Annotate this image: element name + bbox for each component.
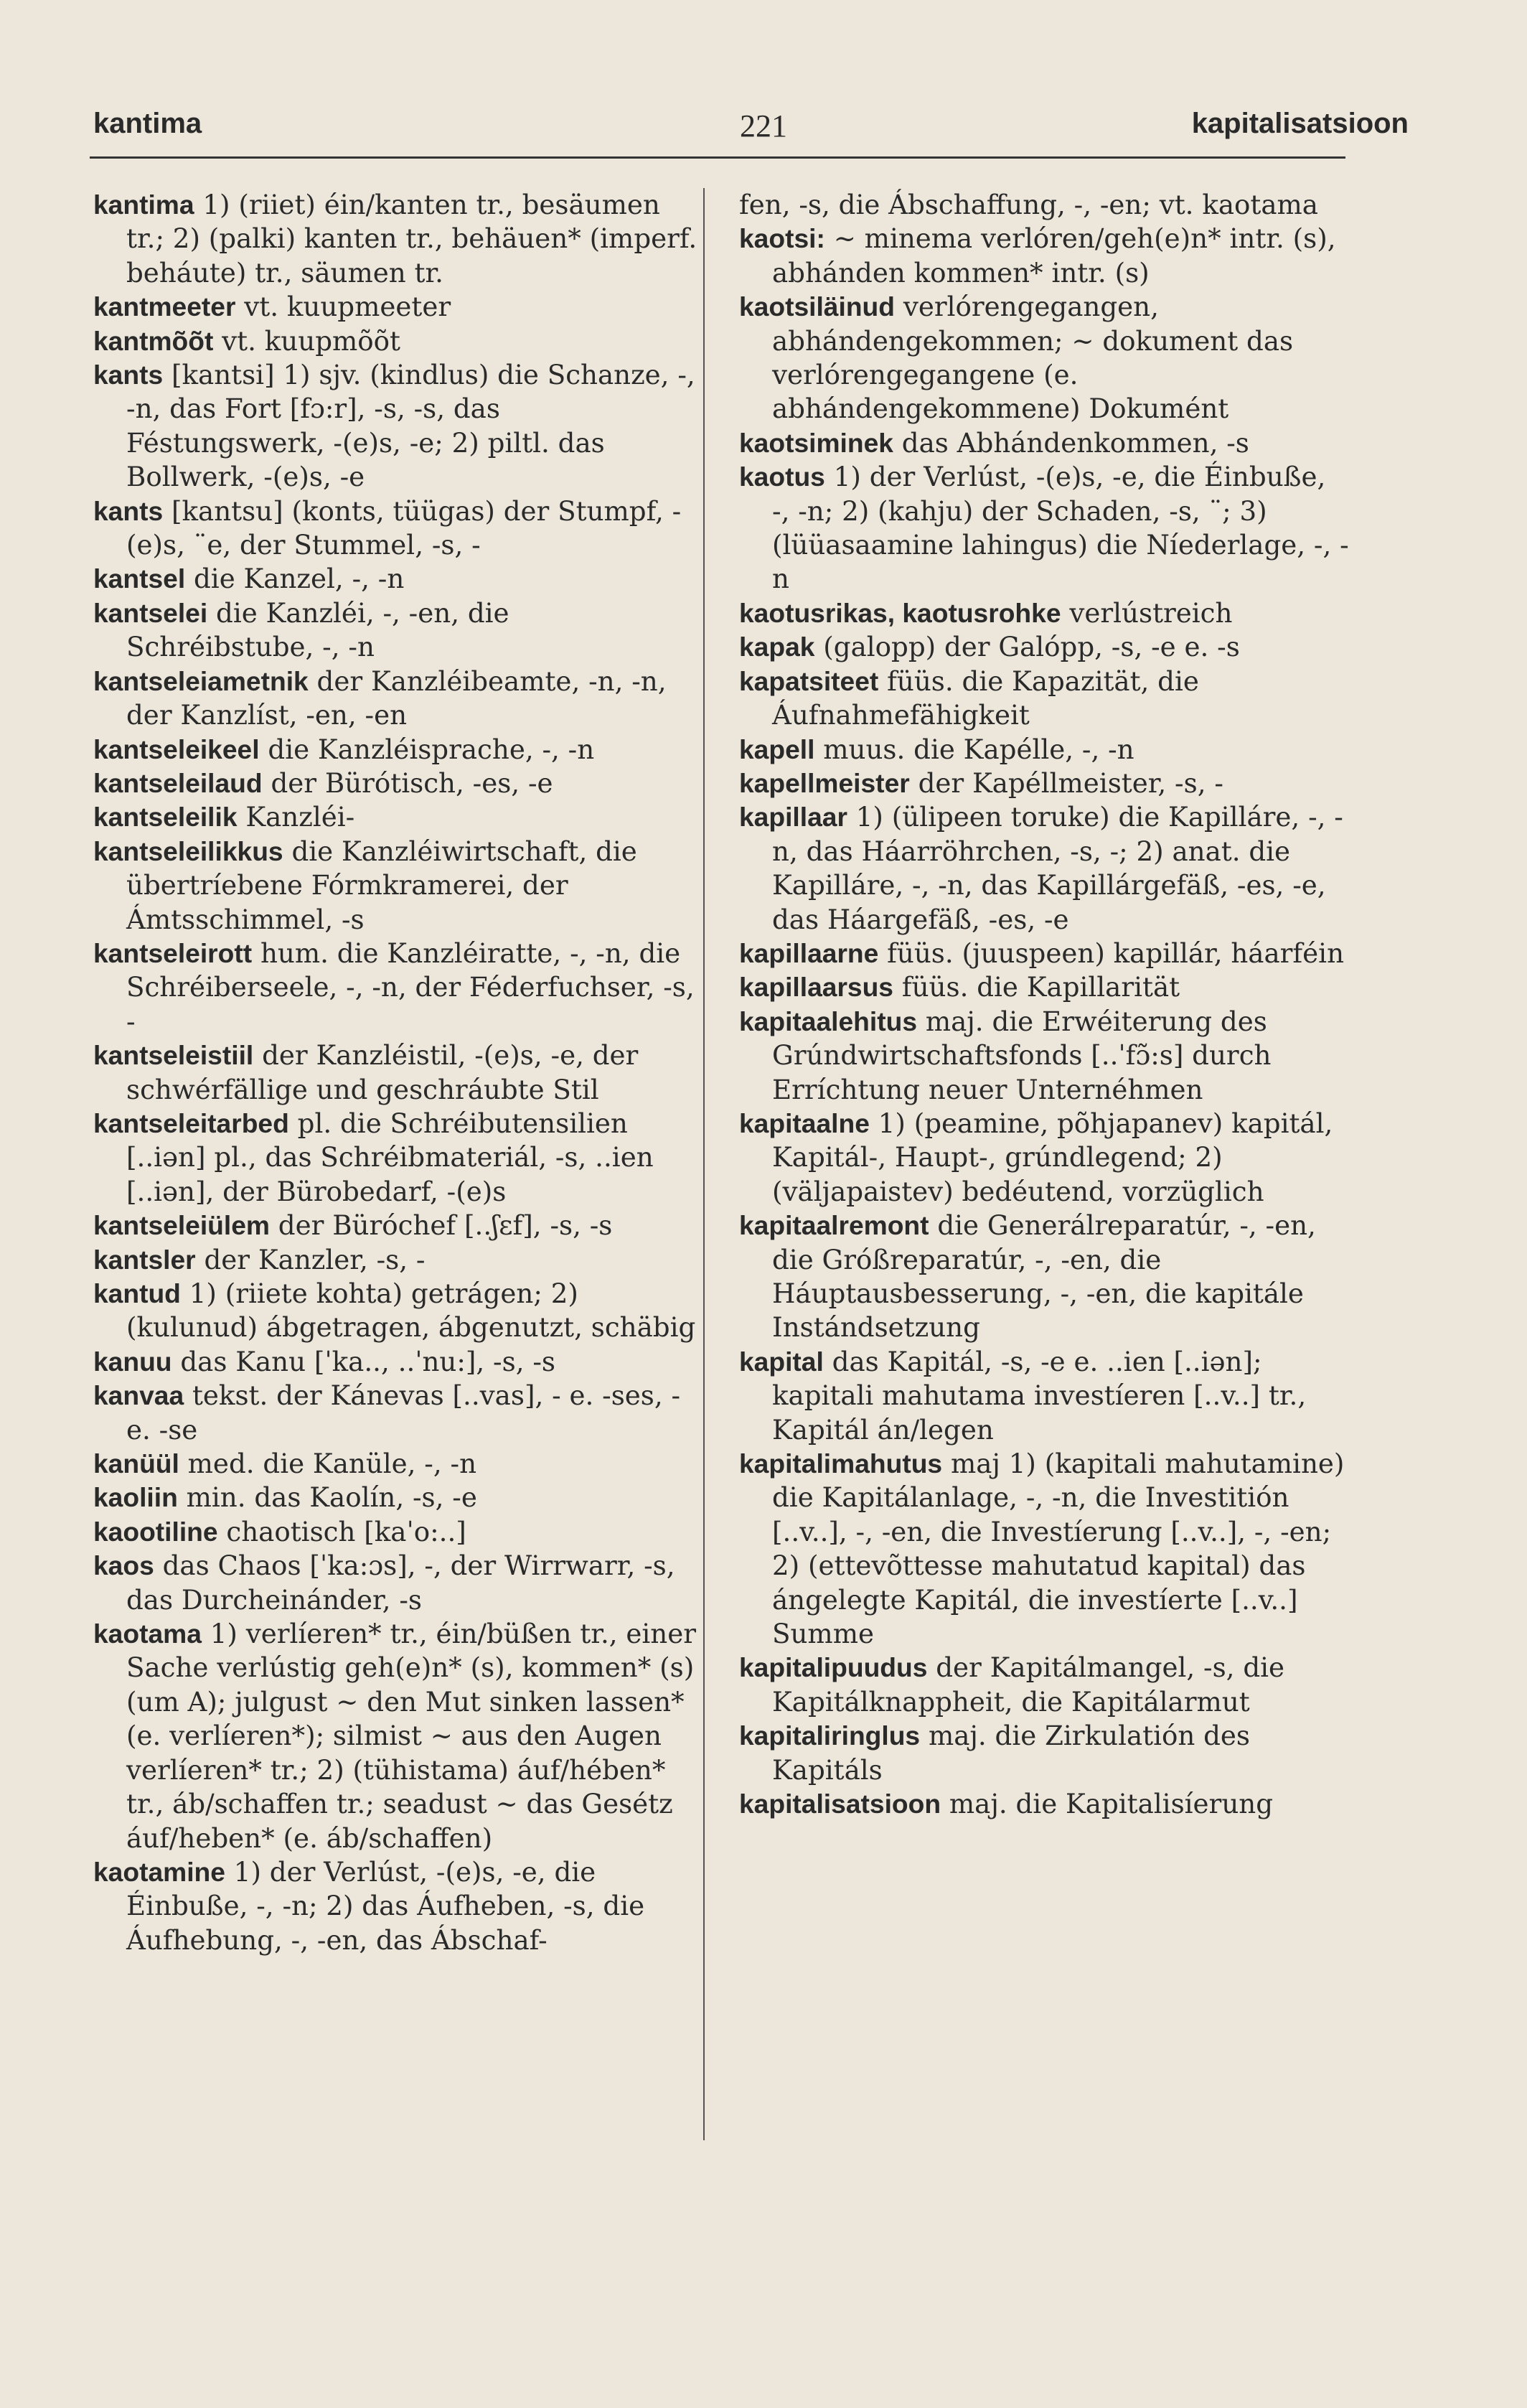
entry-definition: füüs. die Kapazität, die Áufnahmefähigkeit	[772, 665, 1199, 731]
dictionary-entry	[93, 800, 703, 834]
entry-definition: der Büróchef [..ʃɛf], -s, -s	[278, 1209, 613, 1242]
entry-headword: kantseleilaud	[93, 767, 263, 798]
running-head-left: kantima	[93, 108, 202, 139]
entry-definition: der Kapéllmeister, -s, -	[918, 767, 1223, 799]
entry-headword: kapell	[739, 734, 815, 764]
entry-headword: kanüül	[93, 1448, 179, 1479]
entry-definition: 1) (ülipeen toruke) die Kapilláre, -, -n, das Háarröhrchen, -s, -; 2) anat. die Kapilláre, -, -n, das Kapillárgefäß, -es, -e, das Háargefäß, -es, -e	[772, 801, 1343, 935]
entry-definition: füüs. die Kapillarität	[901, 971, 1180, 1003]
entry-definition: 1) (riiete kohta) getrágen; 2) (kulunud) ábgetragen, ábgenutzt, schäbig	[126, 1278, 696, 1344]
dictionary-entry	[739, 1447, 1349, 1651]
entry-headword: kaotama	[93, 1618, 202, 1649]
dictionary-entry	[93, 1481, 703, 1514]
entry-headword: kapitalisatsioon	[739, 1789, 941, 1819]
entry-headword: kantselei	[93, 597, 208, 628]
entry-definition: 1) (peamine, põhjapanev) kapitál, Kapitál-, Haupt-, grúndlegend; 2) (väljapaistev) bedéutend, vorzüglich	[772, 1107, 1333, 1207]
dictionary-entry	[93, 596, 703, 665]
entry-definition: das Chaos [ˈka:ɔs], -, der Wirrwarr, -s, das Durcheinánder, -s	[126, 1550, 675, 1616]
entry-headword: kaotsiläinud	[739, 291, 895, 322]
dictionary-entry	[739, 222, 1349, 290]
entry-definition: maj. die Erwéiterung des Grúndwirtschaftsfonds [..ˈfɔ̃:s] durch Erríchtung neuer Unternéhmen	[772, 1005, 1272, 1105]
entry-headword: kapitaalehitus	[739, 1006, 918, 1036]
dictionary-entry	[93, 1549, 703, 1617]
entry-headword: kanuu	[93, 1346, 172, 1377]
entry-definition: fen, -s, die Ábschaffung, -, -en; vt. kaotama	[739, 189, 1318, 220]
entry-headword: kantud	[93, 1278, 181, 1308]
entry-headword: kapillaar	[739, 802, 847, 833]
entry-definition: vt. kuupmõõt	[222, 324, 400, 357]
dictionary-entry	[739, 1345, 1349, 1447]
entry-definition: ~ minema verlóren/geh(e)n* intr. (s), abhánden kommen* intr. (s)	[772, 222, 1336, 289]
entry-headword: kapillaarne	[739, 937, 879, 968]
dictionary-entry	[739, 290, 1349, 426]
dictionary-entry	[93, 1515, 703, 1549]
entry-definition: das Kanu [ˈka.., ..ˈnu:], -s, -s	[180, 1345, 556, 1377]
entry-headword: kaoliin	[93, 1482, 178, 1513]
dictionary-entry	[93, 1379, 703, 1447]
dictionary-entry	[93, 767, 703, 800]
entry-headword: kantsel	[93, 563, 186, 594]
entry-headword: kapitalipuudus	[739, 1652, 928, 1683]
dictionary-entry	[739, 1005, 1349, 1107]
entry-definition: hum. die Kanzléiratte, -, -n, die Schréiberseele, -, -n, der Féderfuchser, -s, -	[126, 937, 695, 1037]
entry-definition: 1) der Verlúst, -(e)s, -e, die Éinbuße, -, -n; 2) das Áufheben, -s, die Áufhebung, -, -en, das Ábschaf-	[126, 1855, 645, 1956]
entry-headword: kaos	[93, 1550, 154, 1581]
entry-headword: kantseleistiil	[93, 1040, 254, 1071]
entry-headword: kaotamine	[93, 1856, 225, 1887]
entry-headword: kants	[93, 495, 164, 526]
dictionary-entry	[93, 835, 703, 937]
entry-headword: kantseleirott	[93, 937, 253, 968]
column-divider	[703, 188, 705, 2140]
entry-definition: füüs. (juuspeen) kapillár, háarféin	[887, 937, 1345, 969]
dictionary-entry	[93, 665, 703, 733]
header-rule	[90, 156, 1345, 159]
entry-headword: kantseleilik	[93, 802, 238, 833]
entry-headword: kaotusrikas, kaotusrohke	[739, 597, 1061, 628]
dictionary-entry	[93, 1039, 703, 1107]
entry-definition: maj. die Kapitalisíerung	[949, 1788, 1274, 1820]
entry-definition: verlórengegangen, abhándengekommen; ~ dokument das verlórengegangene (e. abhándengekommene) Dokumént	[772, 291, 1294, 425]
entry-definition: 1) der Verlúst, -(e)s, -e, die Éinbuße, -, -n; 2) (kahju) der Schaden, -s, ¨; 3) (lüüasaamine lahingus) die Níederlage, -, -n	[772, 461, 1349, 595]
entry-definition: die Kanzléisprache, -, -n	[268, 733, 595, 765]
entry-definition: der Kanzler, -s, -	[204, 1243, 426, 1275]
dictionary-entry	[739, 596, 1349, 630]
entry-headword: kaootiline	[93, 1516, 218, 1547]
entry-definition: das Abhándenkommen, -s	[901, 426, 1249, 459]
dictionary-entry	[93, 188, 703, 290]
entry-headword: kantseleiametnik	[93, 665, 309, 696]
dictionary-entry	[93, 937, 703, 1039]
dictionary-entry	[739, 1107, 1349, 1209]
entry-headword: kapillaarsus	[739, 972, 893, 1003]
entry-definition: der Kapitálmangel, -s, die Kapitálknappheit, die Kapitálarmut	[772, 1652, 1285, 1718]
entry-headword: kapitaliringlus	[739, 1720, 921, 1751]
entry-headword: kantseleilikkus	[93, 835, 283, 866]
dictionary-entry	[93, 1107, 703, 1209]
entry-headword: kaotus	[739, 462, 825, 492]
running-head-right: kapitalisatsioon	[1191, 108, 1409, 139]
dictionary-entry	[739, 733, 1349, 767]
entry-definition: maj 1) (kapitali mahutamine) die Kapitálanlage, -, -n, die Investitión [..v..], -, -en, die Investíerung [..v..], -, -en; 2) (ettevõttesse mahutatud kapital) das ángelegte Kapitál, die investíerte [..v..] Summe	[772, 1448, 1345, 1650]
dictionary-entry	[93, 1855, 703, 1957]
entry-headword: kapak	[739, 632, 815, 662]
entry-definition: med. die Kanüle, -, -n	[187, 1448, 477, 1480]
entry-definition: Kanzléi-	[245, 801, 355, 833]
left-column	[93, 188, 703, 1957]
entry-headword: kapellmeister	[739, 767, 910, 798]
entry-definition: [kantsu] (konts, tüügas) der Stumpf, -(e)s, ¨e, der Stummel, -s, -	[126, 495, 682, 561]
entry-definition: pl. die Schréibutensilien [..iən] pl., das Schréibmateriál, -s, ..ien [..iən], der Bürobedarf, -(e)s	[126, 1107, 654, 1207]
dictionary-entry	[739, 800, 1349, 937]
entry-definition: vt. kuupmeeter	[244, 291, 451, 323]
dictionary-entry	[739, 767, 1349, 800]
dictionary-entry	[739, 188, 1349, 222]
entry-definition: tekst. der Kánevas [..vas], - e. -ses, - e. -se	[126, 1379, 681, 1446]
entry-headword: kaotsiminek	[739, 427, 893, 458]
entry-headword: kantseleiülem	[93, 1210, 270, 1241]
dictionary-entry	[93, 1345, 703, 1379]
dictionary-entry	[739, 1787, 1349, 1821]
entry-definition: die Generálreparatúr, -, -en, die Gróßreparatúr, -, -en, die Háuptausbesserung, -, -en, die kapitále Instándsetzung	[772, 1209, 1316, 1344]
dictionary-entry	[739, 937, 1349, 970]
entry-headword: kapitaalremont	[739, 1210, 929, 1241]
entry-definition: 1) (riiet) éin/kanten tr., besäumen tr.; 2) (palki) kanten tr., behäuen* (imperf. beháute) tr., säumen tr.	[126, 189, 697, 289]
dictionary-entry	[93, 1617, 703, 1855]
entry-definition: [kantsi] 1) sjv. (kindlus) die Schanze, -, -n, das Fort [fɔ:r], -s, -s, das Féstungswerk, -(e)s, -e; 2) piltl. das Bollwerk, -(e)s, -e	[126, 359, 695, 493]
entry-definition: chaotisch [kaˈo:..]	[226, 1515, 466, 1547]
entry-definition: der Kanzléibeamte, -n, -n, der Kanzlíst, -en, -en	[126, 665, 667, 731]
entry-headword: kants	[93, 360, 164, 390]
dictionary-entry	[739, 970, 1349, 1004]
entry-definition: verlústreich	[1069, 596, 1233, 629]
dictionary-entry	[93, 290, 703, 324]
entry-headword: kapitaalne	[739, 1107, 870, 1138]
entry-headword: kantseleikeel	[93, 734, 260, 764]
right-column	[739, 188, 1349, 1822]
entry-definition: die Kanzel, -, -n	[194, 563, 405, 595]
entry-definition: das Kapitál, -s, -e e. ..ien [..iən]; kapitali mahutama investíeren [..v..] tr., Kapitál án/legen	[772, 1345, 1307, 1446]
entry-headword: kantmõõt	[93, 325, 214, 356]
dictionary-entry	[93, 1447, 703, 1481]
dictionary-entry	[739, 426, 1349, 460]
dictionary-entry	[739, 1651, 1349, 1719]
dictionary-entry	[93, 1209, 703, 1242]
dictionary-entry	[739, 460, 1349, 596]
dictionary-entry	[93, 358, 703, 495]
dictionary-entry	[93, 562, 703, 596]
entry-headword: kapital	[739, 1346, 824, 1377]
entry-definition: muus. die Kapélle, -, -n	[823, 733, 1134, 765]
dictionary-entry	[739, 665, 1349, 733]
entry-definition: der Kanzléistil, -(e)s, -e, der schwérfällige und geschráubte Stil	[126, 1039, 639, 1105]
dictionary-entry	[93, 324, 703, 358]
dictionary-entry	[739, 1209, 1349, 1345]
dictionary-entry	[93, 495, 703, 563]
dictionary-entry	[93, 733, 703, 767]
entry-headword: kapatsiteet	[739, 665, 879, 696]
entry-definition: der Bürótisch, -es, -e	[271, 767, 553, 799]
entry-headword: kantseleitarbed	[93, 1107, 289, 1138]
entry-headword: kapitalimahutus	[739, 1448, 943, 1479]
entry-definition: maj. die Zirkulatión des Kapitáls	[772, 1720, 1251, 1786]
entry-headword: kantima	[93, 189, 194, 220]
page-number: 221	[740, 108, 787, 144]
entry-definition: 1) verlíeren* tr., éin/büßen tr., einer Sache verlústig geh(e)n* (s), kommen* (s) (um A); julgust ~ den Mut sinken lassen* (e. verlíeren*); silmist ~ aus den Augen verlíeren* tr.; 2) (tühistama) áuf/hében* tr., áb/schaffen tr.; seadust ~ das Gesétz áuf/heben* (e. áb/schaffen)	[126, 1618, 697, 1854]
entry-definition: die Kanzléiwirtschaft, die übertríebene Fórmkramerei, der Ámtsschimmel, -s	[126, 835, 637, 935]
entry-headword: kaotsi:	[739, 223, 825, 254]
dictionary-entry	[739, 630, 1349, 664]
dictionary-entry	[739, 1719, 1349, 1787]
dictionary-entry	[93, 1277, 703, 1345]
entry-headword: kanvaa	[93, 1380, 184, 1411]
entry-definition: (galopp) der Galópp, -s, -e e. -s	[823, 631, 1240, 663]
entry-definition: die Kanzléi, -, -en, die Schréibstube, -, -n	[126, 596, 509, 663]
entry-definition: min. das Kaolín, -s, -e	[186, 1481, 477, 1514]
dictionary-entry	[93, 1243, 703, 1277]
entry-headword: kantsler	[93, 1244, 196, 1275]
entry-headword: kantmeeter	[93, 291, 236, 322]
